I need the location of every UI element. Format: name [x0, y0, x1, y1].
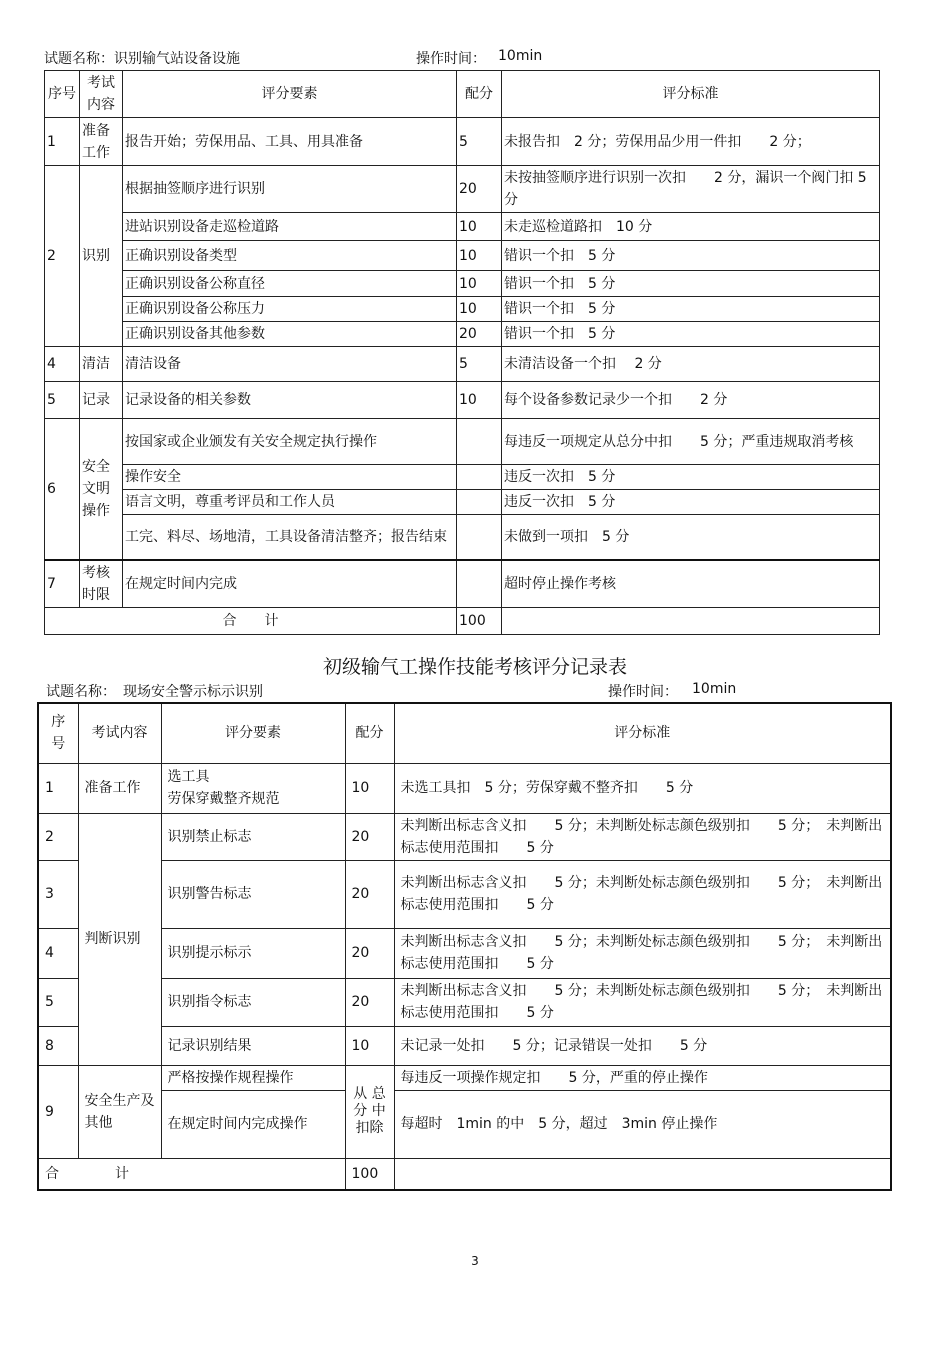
table2-time-value: 10min — [692, 681, 737, 697]
header-content: 考试内容 — [80, 71, 123, 118]
row-score: 10 — [457, 382, 502, 419]
total-standard-empty — [502, 607, 880, 634]
row-content: 识别 — [80, 166, 123, 347]
table-total-row — [38, 1158, 891, 1190]
row-no: 2 — [45, 166, 80, 347]
row-standard: 未按抽签顺序进行识别一次扣 2 分，漏识一个阀门扣 5 分 — [502, 166, 880, 213]
table-row — [45, 118, 880, 166]
scoring-table-2 — [37, 702, 892, 1191]
table1-subject: 试题名称：识别输气站设备设施 — [44, 51, 240, 67]
row-score: 从 总 分 中 扣除 — [345, 1065, 394, 1158]
header-score: 配分 — [345, 703, 394, 763]
row-score — [457, 465, 502, 490]
table-row — [45, 297, 880, 322]
row-standard: 错识一个扣 5 分 — [502, 271, 880, 297]
table-row — [45, 465, 880, 490]
row-element: 在规定时间内完成操作 — [161, 1090, 345, 1158]
row-standard: 未判断出标志含义扣 5 分；未判断处标志颜色级别扣 5 分； 未判断出标志使用范围扣 5 分 — [394, 928, 891, 978]
row-element: 识别提示标示 — [161, 928, 345, 978]
row-element: 按国家或企业颁发有关安全规定执行操作 — [123, 419, 457, 465]
row-content: 准备工作 — [78, 763, 161, 813]
table-row — [45, 382, 880, 419]
table-row — [45, 166, 880, 213]
table-total-row — [45, 607, 880, 634]
table-header-row — [38, 703, 891, 763]
row-no: 7 — [45, 560, 80, 608]
row-score: 10 — [457, 271, 502, 297]
row-element-b: 劳保穿戴整齐规范 — [167, 791, 280, 807]
row-no: 4 — [38, 928, 78, 978]
header-standard: 评分标准 — [502, 71, 880, 118]
table-row — [38, 1026, 891, 1065]
row-score: 20 — [345, 978, 394, 1026]
row-element: 正确识别设备其他参数 — [123, 322, 457, 347]
row-element: 语言文明，尊重考评员和工作人员 — [123, 490, 457, 515]
row-score: 5 — [457, 347, 502, 382]
header-element: 评分要素 — [123, 71, 457, 118]
table-row — [38, 1090, 891, 1158]
table-row — [38, 860, 891, 928]
row-element: 正确识别设备公称直径 — [123, 271, 457, 297]
row-no: 3 — [38, 860, 78, 928]
row-standard: 未走巡检道路扣 10 分 — [502, 213, 880, 241]
row-standard: 每个设备参数记录少一个扣 2 分 — [502, 382, 880, 419]
row-content: 记录 — [80, 382, 123, 419]
row-standard: 未报告扣 2 分；劳保用品少用一件扣 2 分； — [502, 118, 880, 166]
row-standard: 未判断出标志含义扣 5 分；未判断处标志颜色级别扣 5 分； 未判断出标志使用范围扣 5 分 — [394, 860, 891, 928]
scoring-table-1 — [44, 70, 880, 635]
row-element — [161, 763, 345, 813]
table-row — [38, 978, 891, 1026]
header-no: 序号 — [38, 703, 78, 763]
total-standard-empty — [394, 1158, 891, 1190]
row-standard: 每违反一项规定从总分中扣 5 分；严重违规取消考核 — [502, 419, 880, 465]
row-standard: 超时停止操作考核 — [502, 560, 880, 608]
row-score: 10 — [345, 763, 394, 813]
row-element: 在规定时间内完成 — [123, 560, 457, 608]
table-row — [38, 813, 891, 860]
row-element: 清洁设备 — [123, 347, 457, 382]
table-row — [38, 928, 891, 978]
row-no: 9 — [38, 1065, 78, 1158]
page-number: 3 — [471, 1254, 479, 1268]
table-row — [45, 322, 880, 347]
row-no: 8 — [38, 1026, 78, 1065]
row-content: 清洁 — [80, 347, 123, 382]
row-element: 正确识别设备公称压力 — [123, 297, 457, 322]
row-score: 10 — [457, 213, 502, 241]
row-no: 6 — [45, 419, 80, 560]
row-content: 准备工作 — [80, 118, 123, 166]
row-content: 安全文明操作 — [80, 419, 123, 560]
row-score — [457, 560, 502, 608]
table-row — [45, 490, 880, 515]
row-score: 10 — [457, 241, 502, 271]
table-row — [38, 763, 891, 813]
row-element: 识别警告标志 — [161, 860, 345, 928]
row-score — [457, 515, 502, 560]
row-score: 20 — [345, 860, 394, 928]
row-standard: 违反一次扣 5 分 — [502, 490, 880, 515]
row-element: 根据抽签顺序进行识别 — [123, 166, 457, 213]
row-element: 进站识别设备走巡检道路 — [123, 213, 457, 241]
table-row — [45, 560, 880, 608]
row-standard: 未做到一项扣 5 分 — [502, 515, 880, 560]
row-standard: 未记录一处扣 5 分；记录错误一处扣 5 分 — [394, 1026, 891, 1065]
row-element: 识别指令标志 — [161, 978, 345, 1026]
row-score — [457, 490, 502, 515]
row-element: 报告开始；劳保用品、工具、用具准备 — [123, 118, 457, 166]
row-no: 5 — [38, 978, 78, 1026]
row-no: 2 — [38, 813, 78, 860]
header-score: 配分 — [457, 71, 502, 118]
row-score: 20 — [457, 166, 502, 213]
row-standard: 未判断出标志含义扣 5 分；未判断处标志颜色级别扣 5 分； 未判断出标志使用范围扣 5 分 — [394, 978, 891, 1026]
table1-time-value: 10min — [498, 48, 543, 64]
row-standard: 未判断出标志含义扣 5 分；未判断处标志颜色级别扣 5 分； 未判断出标志使用范围扣 5 分 — [394, 813, 891, 860]
row-score: 10 — [457, 297, 502, 322]
row-score: 10 — [345, 1026, 394, 1065]
row-no: 4 — [45, 347, 80, 382]
row-content: 安全生产及其他 — [78, 1065, 161, 1158]
table-row — [45, 515, 880, 560]
table-row — [45, 271, 880, 297]
table2-time-label: 操作时间： — [608, 684, 678, 700]
row-standard: 每违反一项操作规定扣 5 分，严重的停止操作 — [394, 1065, 891, 1090]
header-no: 序号 — [45, 71, 80, 118]
table-row — [45, 213, 880, 241]
table-row — [45, 419, 880, 465]
row-standard: 违反一次扣 5 分 — [502, 465, 880, 490]
header-standard: 评分标准 — [394, 703, 891, 763]
row-score: 5 — [457, 118, 502, 166]
row-element: 识别禁止标志 — [161, 813, 345, 860]
row-no: 1 — [38, 763, 78, 813]
row-element: 工完、料尽、场地清，工具设备清洁整齐；报告结束 — [123, 515, 457, 560]
table-row — [45, 347, 880, 382]
row-standard: 未选工具扣 5 分；劳保穿戴不整齐扣 5 分 — [394, 763, 891, 813]
total-value: 100 — [345, 1158, 394, 1190]
row-element: 严格按操作规程操作 — [161, 1065, 345, 1090]
row-score — [457, 419, 502, 465]
row-standard: 错识一个扣 5 分 — [502, 241, 880, 271]
row-standard: 未清洁设备一个扣 2 分 — [502, 347, 880, 382]
row-standard: 每超时 1min 的中 5 分，超过 3min 停止操作 — [394, 1090, 891, 1158]
row-no: 1 — [45, 118, 80, 166]
row-standard: 错识一个扣 5 分 — [502, 297, 880, 322]
total-label: 合 计 — [45, 607, 457, 634]
row-no: 5 — [45, 382, 80, 419]
row-element: 操作安全 — [123, 465, 457, 490]
row-standard: 错识一个扣 5 分 — [502, 322, 880, 347]
table1-time-label: 操作时间： — [416, 51, 486, 67]
table-row — [45, 241, 880, 271]
table-header-row — [45, 71, 880, 118]
table2-subject: 试题名称： 现场安全警示标示识别 — [46, 684, 263, 700]
row-score: 20 — [345, 928, 394, 978]
table-row — [38, 1065, 891, 1090]
row-element-a: 选工具 — [167, 769, 210, 785]
row-element: 正确识别设备类型 — [123, 241, 457, 271]
total-label: 合 计 — [38, 1158, 345, 1190]
total-value: 100 — [457, 607, 502, 634]
table2-title: 初级输气工操作技能考核评分记录表 — [322, 656, 627, 678]
row-score: 20 — [345, 813, 394, 860]
row-score: 20 — [457, 322, 502, 347]
row-element: 记录识别结果 — [161, 1026, 345, 1065]
header-content: 考试内容 — [78, 703, 161, 763]
row-content: 考核时限 — [80, 560, 123, 608]
header-element: 评分要素 — [161, 703, 345, 763]
row-content-group: 判断识别 — [78, 813, 161, 1065]
row-element: 记录设备的相关参数 — [123, 382, 457, 419]
